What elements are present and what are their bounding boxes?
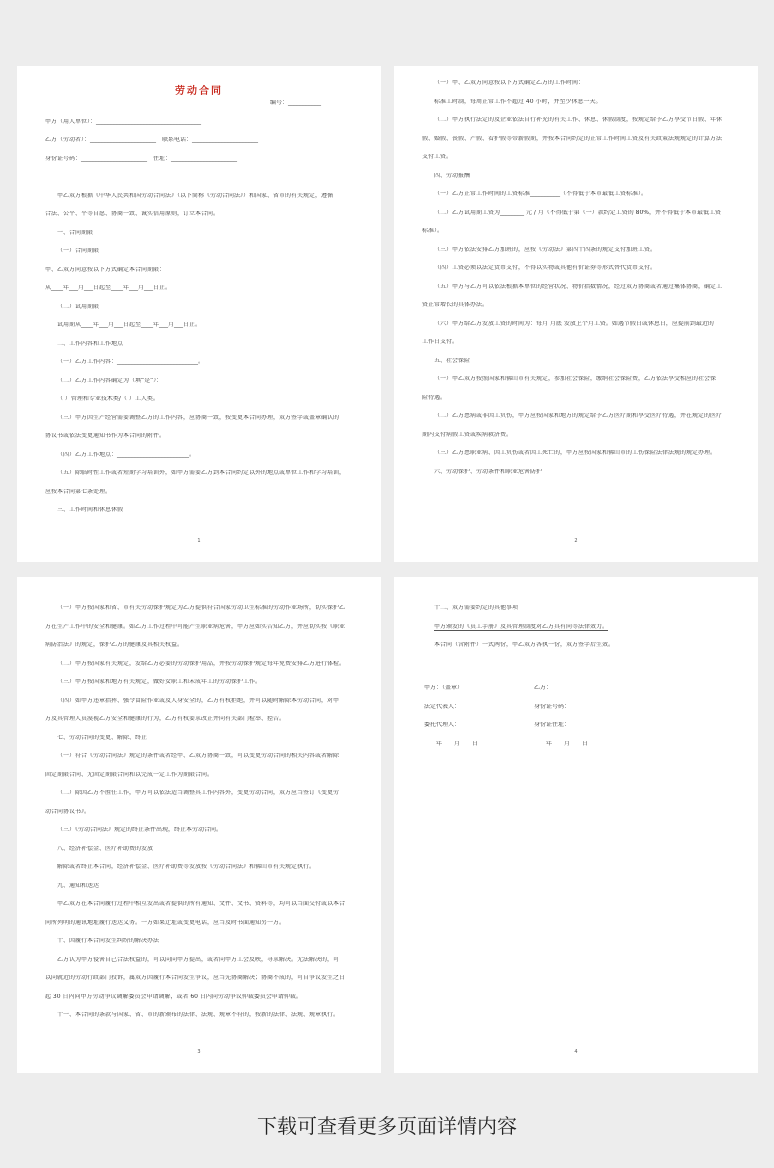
section-heading: 十、因履行本合同发生纠纷的解决办法 — [57, 938, 160, 944]
paragraph-line: （五）甲方与乙方可以依法根据本单位的经营状况、物价指数情况，经过双方协商或者通过集体协商，确定工 — [434, 283, 723, 290]
page-number: 4 — [574, 1049, 578, 1055]
paragraph-line: （一）乙方工作内容：___________________________。 — [57, 359, 205, 365]
paragraph-line: 期内支付病假工资或疾病救济费。 — [422, 431, 513, 438]
paragraph-line: 资正常增长的具体办法。 — [422, 302, 489, 308]
paragraph-line: 十一、本合同的条款与国家、省、市的新颁布的法律、法规、规章不符的，按新的法律、法规、规章执行。 — [57, 1012, 340, 1018]
paragraph-line: （二）乙方工作内容确定为（填“是”）： — [57, 377, 163, 384]
party-a-line: 甲方（用人单位）：___________________________________ — [45, 118, 202, 125]
paragraph-line: （三）甲方按国家和地方有关规定，做好女职工和未成年工的劳动保护工作。 — [57, 679, 262, 685]
page-number: 2 — [574, 538, 578, 544]
clause-heading: （二）试用期限 — [57, 303, 100, 310]
contract-page-3 — [17, 577, 381, 1073]
contract-page-1 — [17, 66, 381, 562]
paragraph-line: 方在生产工作中的安全和健康。如乙方工作过程中可能产生职业病危害，甲方应如实告知乙方，并应切实按《职业 — [45, 623, 346, 630]
paragraph-line: 本合同（含附件）一式两份，甲乙双方各执一份，双方签字后生效。 — [434, 642, 615, 648]
paragraph-line: 标准）。 — [422, 228, 444, 234]
paragraph-line: 合法、公平、平等自愿、协商一致、诚实信用原则，订立本合同。 — [45, 211, 220, 217]
section-heading: 十二、双方需要约定的其他事项 — [434, 605, 519, 611]
contract-page-4 — [394, 577, 758, 1073]
paragraph-line: （二）甲方按国家有关规定，发给乙方必要的劳动保护用品，并按劳动保护规定每年免费安排乙方进行体检。 — [57, 660, 346, 667]
section-heading: 一、合同期限 — [57, 229, 94, 236]
paragraph-line: 协议书或依法变更通知书作为本合同的附件。 — [45, 433, 166, 439]
section-heading: 二、工作内容和工作地点 — [57, 340, 124, 347]
legal-representative: 法定代表人： — [424, 703, 461, 710]
paragraph-line — [422, 624, 734, 643]
party-b-sign: 乙方： — [534, 685, 553, 691]
contract-number: 编号：___________ — [270, 100, 322, 106]
handbook-clause: 甲方颁发的《员工手册》及其管理制度对乙方具有同等法律效力。 — [434, 623, 609, 630]
section-heading: 三、工作时间和休息休假 — [57, 507, 124, 513]
paragraph-line: 甲乙双方在本合同履行过程中相互发出或者提供的所有通知、文件、文书、资料等，均可以当面交付或以本合 — [57, 901, 346, 907]
paragraph-line: （四）乙方工作地点：________________________。 — [57, 451, 196, 458]
paragraph-line: （二）除因乙方不胜任工作，甲方可以依法适当调整其工作内容外，变更劳动合同，双方应当签订《变更劳 — [57, 790, 340, 796]
paragraph-line: （二）乙方试用期工资为________ 元 / 月（不得低于第（一）款约定工资的 80%，并不得低于本市最低工资 — [434, 209, 721, 216]
paragraph-line: 险待遇。 — [422, 394, 447, 401]
paragraph-line: （四）如甲方违章指挥、强令冒险作业或及人身安全的，乙方有权拒绝，并可以随时解除本劳动合同，对甲 — [57, 697, 340, 704]
paragraph-line: 解除或者终止本合同，经济补偿金、医疗补助费等发放按《劳动合同法》和佛山市有关规定执行。 — [57, 864, 316, 870]
section-heading: 八、经济补偿金、医疗补助费的发放 — [57, 845, 154, 852]
contract-title: 劳动合同 — [175, 86, 223, 97]
paragraph-line: 应按本合同第七条处理。 — [45, 488, 112, 495]
paragraph-line: 标准工时制，每周正常工作不超过 40 小时，并至少休息一天。 — [434, 98, 602, 105]
contract-page-2 — [394, 66, 758, 562]
paragraph-line: （三）甲方依法安排乙方加班的，应按《劳动法》第四十四条的规定支付加班工资。 — [434, 246, 657, 253]
paragraph-line: 以向就近的劳动行政部门投诉，属双方因履行本合同发生争议，应当先协商解决；协商不成的，可自争议发生之日 — [45, 975, 346, 981]
paragraph-line: 同所列明的通讯地址履行送达义务。一方如果迁址或变更电话，应当及时书面通知另一方。 — [45, 919, 286, 926]
paragraph-line: 假、婚假、丧假、产假、看护假等带薪假期，并按本合同约定的正常工作时间工资及有关政策法规规定的计算方法 — [422, 135, 723, 142]
paragraph-line: （三）乙方患职业病、因工负伤或者因工死亡的，甲方应按国家和佛山市的工伤保险法律法规的规定办理。 — [434, 450, 717, 456]
paragraph-line: （一）符合《劳动合同法》规定的条件或者经甲、乙双方协商一致，可以变更劳动合同的相关内容或者解除 — [57, 753, 340, 759]
paragraph-line: 试用期从____年___月___日起至____年___月___日止。 — [57, 322, 202, 328]
paragraph-line: 工作日支付。 — [422, 339, 459, 345]
section-heading: 六、劳动保护、劳动条件和职业危害防护 — [434, 468, 543, 475]
paragraph-line: （一）乙方正常工作时间的工资标准__________（不得低于本市最低工资标准）。 — [434, 191, 648, 197]
section-heading: 五、社会保险 — [434, 357, 471, 364]
paragraph-line: （一）甲、乙双方同意按以下方式确定乙方的工作时间： — [434, 80, 585, 86]
paragraph-line: 方及其管理人员漠视乙方安全和健康的行为，乙方有权要求改正并向有关部门检举、控告。 — [45, 716, 286, 722]
paragraph-line: （一）甲乙双方按照国家和佛山市有关规定，参加社会保险，缴纳社会保险费，乙方依法享受相应的社会保 — [434, 376, 717, 382]
paragraph-line: 甲、乙双方同意按以下方式确定本合同期限： — [45, 266, 166, 273]
download-more-link[interactable]: 下载可查看更多页面详情内容 — [257, 1114, 517, 1138]
paragraph-line: （一）甲方按国家和省、市有关劳动保护规定为乙方提供符合国家劳动卫生标准的劳动作业场所，切实保护乙 — [57, 605, 346, 611]
paragraph-line: （三）《劳动合同法》规定的终止条件出现，终止本劳动合同。 — [57, 827, 223, 833]
paragraph-line: 动合同协议书》。 — [45, 808, 91, 815]
paragraph-line: （四）工资必须以法定货币支付，不得以实物或其他有价证券等形式替代货币支付。 — [434, 265, 657, 271]
authorized-agent: 委托代理人： — [424, 722, 461, 728]
page-number: 1 — [197, 538, 201, 544]
signature-right — [534, 685, 664, 759]
paragraph-line: 甲乙双方根据《中华人民共和国劳动合同法》（以下简称《劳动合同法》）和国家、省市的有关规定，遵循 — [57, 192, 334, 199]
page-number: 3 — [197, 1049, 201, 1055]
paragraph-line: 乙方认为甲方侵害自己合法权益的，可以向向甲方提出，或者向甲方工会反映，寻求解决。无法解决的，可 — [57, 956, 340, 963]
id-address: 身份证住址： — [534, 722, 571, 728]
paragraph-line: 起 30 日内向甲方劳动争议调解委员会申请调解，或者 60 日内向劳动争议仲裁委员会申请仲裁。 — [45, 993, 302, 1000]
section-heading: 四、劳动报酬 — [434, 172, 471, 179]
paragraph-line: 固定期限合同、无固定期限合同和以完成一定工作为期限合同。 — [45, 771, 214, 778]
paragraph-line: 支付工资。 — [422, 154, 453, 160]
sign-date: 年 月 日 — [436, 740, 479, 747]
section-heading: 九、通知和送达 — [57, 882, 100, 889]
party-a-seal: 甲方：（盖章） — [424, 685, 464, 691]
party-b-line: 乙方（劳动者）：______________________ 联系电话：______________________ — [45, 137, 259, 143]
sign-date: 年 月 日 — [546, 740, 589, 747]
page-3-text — [45, 605, 357, 1031]
page-1-text — [45, 100, 357, 526]
paragraph-line: 从____年___月___日起至____年___月___日止。 — [45, 285, 172, 291]
clause-heading: （一）合同期限 — [57, 248, 100, 254]
paragraph-line: （六）甲方给乙方发放工资的时间为：每月 月底 发放上个月工资。如遇节假日或休息日，应提前到最近的 — [434, 320, 714, 327]
id-number: 身份证号码： — [534, 703, 571, 710]
paragraph-line: 病防治法》的规定，保护乙方的健康及其相关权益。 — [45, 642, 184, 648]
id-number-line: 身份证号码：______________________ 住址：______________________ — [45, 155, 238, 162]
blank-line — [45, 174, 357, 193]
paragraph-line: （五）除临时性工作或者短期学习培训外，如甲方需要乙方到本合同约定以外的地点或单位工作和学习培训， — [57, 470, 346, 476]
section-heading: 七、劳动合同的变更、解除、终止 — [57, 734, 148, 741]
page-2-text — [422, 80, 734, 487]
paragraph-line: （三）甲方因生产经营需要调整乙方的工作内容，应协商一致，按变更本合同办理，双方签字或盖章确认的 — [57, 414, 340, 421]
paragraph-line: （二）甲方执行法定的及企业依法自行补充的有关工作、休息、休假制度，按规定给予乙方享受节日假、年休 — [434, 117, 723, 123]
paragraph-line: （二）乙方患病或非因工负伤，甲方应按国家和地方的规定给予乙方医疗期和享受医疗待遇，并在规定的医疗 — [434, 413, 723, 419]
paragraph-line: （ ）管理和专业技术类/（ ）工人类。 — [57, 396, 159, 402]
page-4-text — [422, 605, 734, 661]
